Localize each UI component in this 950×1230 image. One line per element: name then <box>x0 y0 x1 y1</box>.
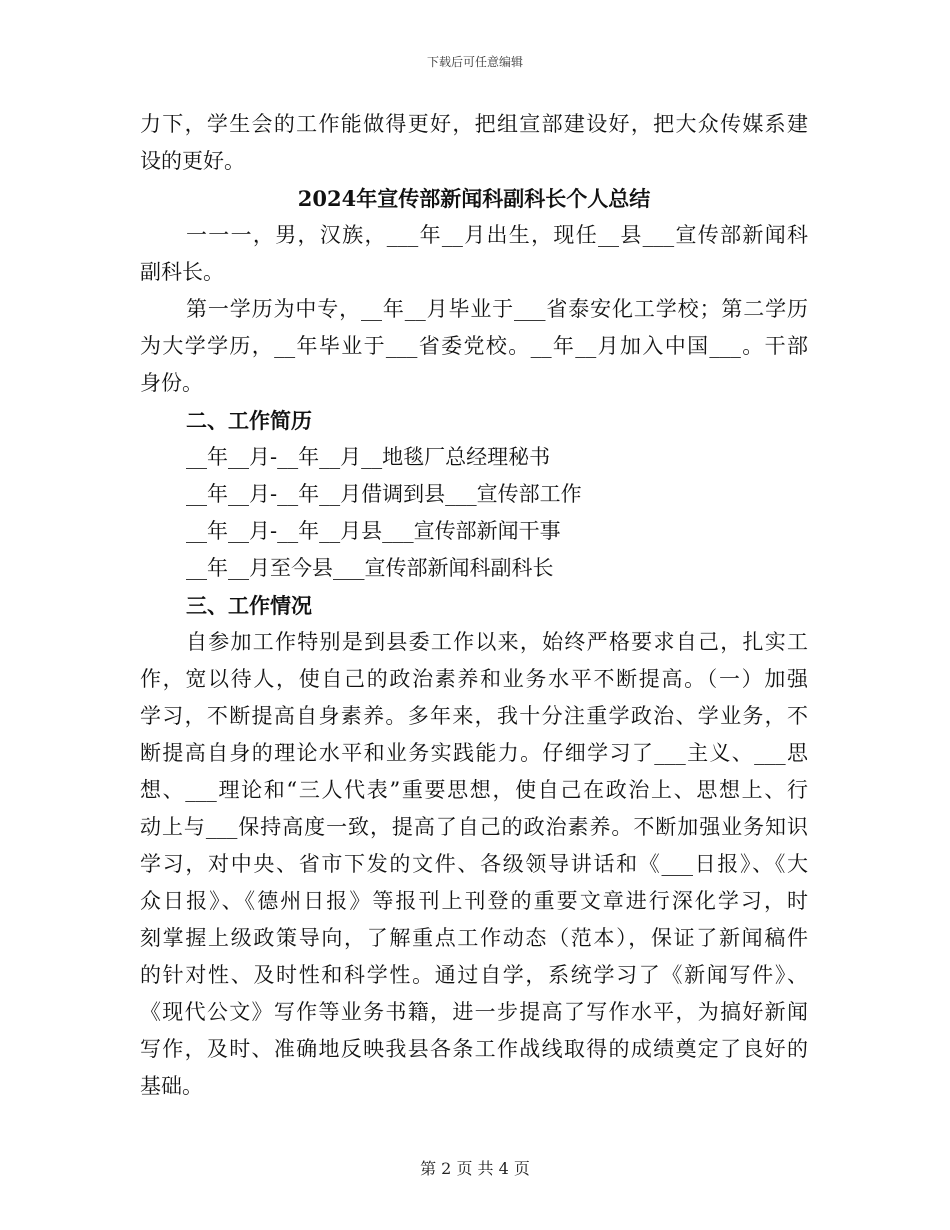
text-line: __年__月-__年__月__地毯厂总经理秘书 <box>186 445 551 469</box>
text-line: 想、___理论和“三人代表”重要思想，使自己在政治上、思想上、行 <box>140 778 808 802</box>
text-line: 断提高自身的理论水平和业务实践能力。仔细学习了___主义、___思 <box>140 741 808 765</box>
text-line: __年__月至今县___宣传部新闻科副科长 <box>186 556 554 580</box>
text-line: 写作，及时、准确地反映我县各条工作战线取得的成绩奠定了良好的 <box>140 1037 808 1061</box>
text-line: 副科长。 <box>140 260 224 284</box>
section-heading: 二、工作简历 <box>186 408 312 433</box>
text-line: 刻掌握上级政策导向，了解重点工作动态（范本），保证了新闻稿件 <box>140 926 808 950</box>
text-line: 众日报》、《德州日报》等报刊上刊登的重要文章进行深化学习，时 <box>140 889 808 913</box>
text-line: 学习，不断提高自身素养。多年来，我十分注重学政治、学业务，不 <box>140 704 808 728</box>
text-line: __年__月-__年__月县___宣传部新闻干事 <box>186 519 561 543</box>
document-title: 2024年宣传部新闻科副科长个人总结 <box>297 186 651 211</box>
document-body <box>140 106 808 1105</box>
text-line: 为大学学历，__年毕业于___省委党校。__年__月加入中国___。干部 <box>140 334 808 358</box>
section-heading: 三、工作情况 <box>186 593 312 618</box>
text-line: 动上与___保持高度一致，提高了自己的政治素养。不断加强业务知识 <box>140 815 808 839</box>
text-line: __年__月-__年__月借调到县___宣传部工作 <box>186 482 582 506</box>
page-footer: 第 2 页 共 4 页 <box>420 1159 530 1178</box>
text-line: 一一一，男，汉族，___年__月出生，现任__县___宣传部新闻科 <box>186 223 808 247</box>
text-line: 身份。 <box>140 371 203 395</box>
text-line: 基础。 <box>140 1074 203 1098</box>
text-line: 的针对性、及时性和科学性。通过自学，系统学习了《新闻写件》、 <box>140 963 808 987</box>
text-line: 作，宽以待人，使自己的政治素养和业务水平不断提高。（一）加强 <box>140 667 808 691</box>
page-header: 下载后可任意编辑 <box>426 55 523 69</box>
text-line: 《现代公文》写作等业务书籍，进一步提高了写作水平，为搞好新闻 <box>140 1000 808 1024</box>
text-line: 力下，学生会的工作能做得更好，把组宣部建设好，把大众传媒系建 <box>140 112 808 136</box>
text-line: 第一学历为中专，__年__月毕业于___省泰安化工学校；第二学历 <box>186 297 808 321</box>
text-line: 学习，对中央、省市下发的文件、各级领导讲话和《___日报》、《大 <box>140 852 808 876</box>
text-line: 设的更好。 <box>140 149 245 173</box>
text-line: 自参加工作特别是到县委工作以来，始终严格要求自己，扎实工 <box>186 630 808 654</box>
